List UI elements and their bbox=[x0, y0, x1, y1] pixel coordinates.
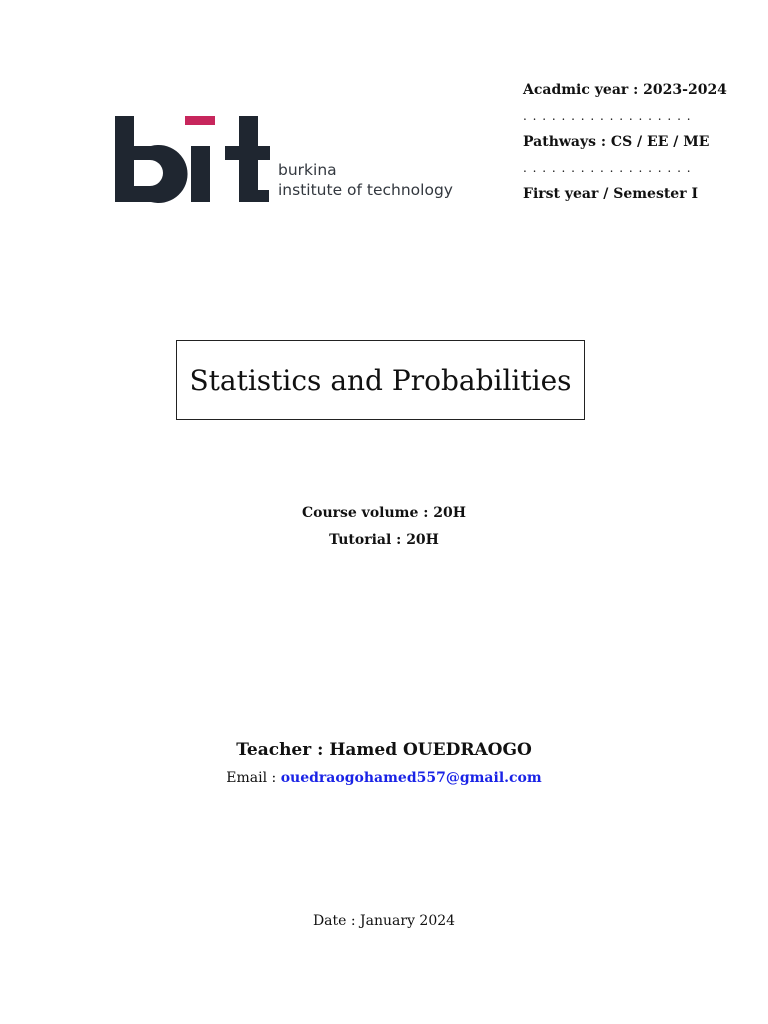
email-link[interactable]: ouedraogohamed557@gmail.com bbox=[280, 770, 542, 786]
dots-separator-2: . . . . . . . . . . . . . . . . . . bbox=[523, 161, 692, 175]
year-semester: First year / Semester I bbox=[523, 186, 698, 202]
document-date: Date : January 2024 bbox=[312, 913, 456, 929]
tutorial-volume: Tutorial : 20H bbox=[329, 532, 439, 548]
course-meta bbox=[523, 81, 758, 203]
email-line bbox=[0, 770, 768, 786]
dots-separator-1: . . . . . . . . . . . . . . . . . . bbox=[523, 109, 692, 123]
logo-subtitle bbox=[278, 160, 453, 200]
logo-subtitle-line2: institute of technology bbox=[278, 181, 453, 199]
teacher-name: Teacher : Hamed OUEDRAOGO bbox=[236, 740, 532, 760]
logo-subtitle-line1: burkina bbox=[278, 161, 337, 179]
course-volume: Course volume : 20H bbox=[301, 505, 466, 521]
pathways: Pathways : CS / EE / ME bbox=[523, 134, 710, 150]
academic-year: Acadmic year : 2023-2024 bbox=[523, 82, 727, 98]
document-title-box bbox=[176, 340, 585, 420]
email-label: Email : bbox=[226, 770, 281, 786]
document-title: Statistics and Probabilities bbox=[189, 363, 572, 397]
